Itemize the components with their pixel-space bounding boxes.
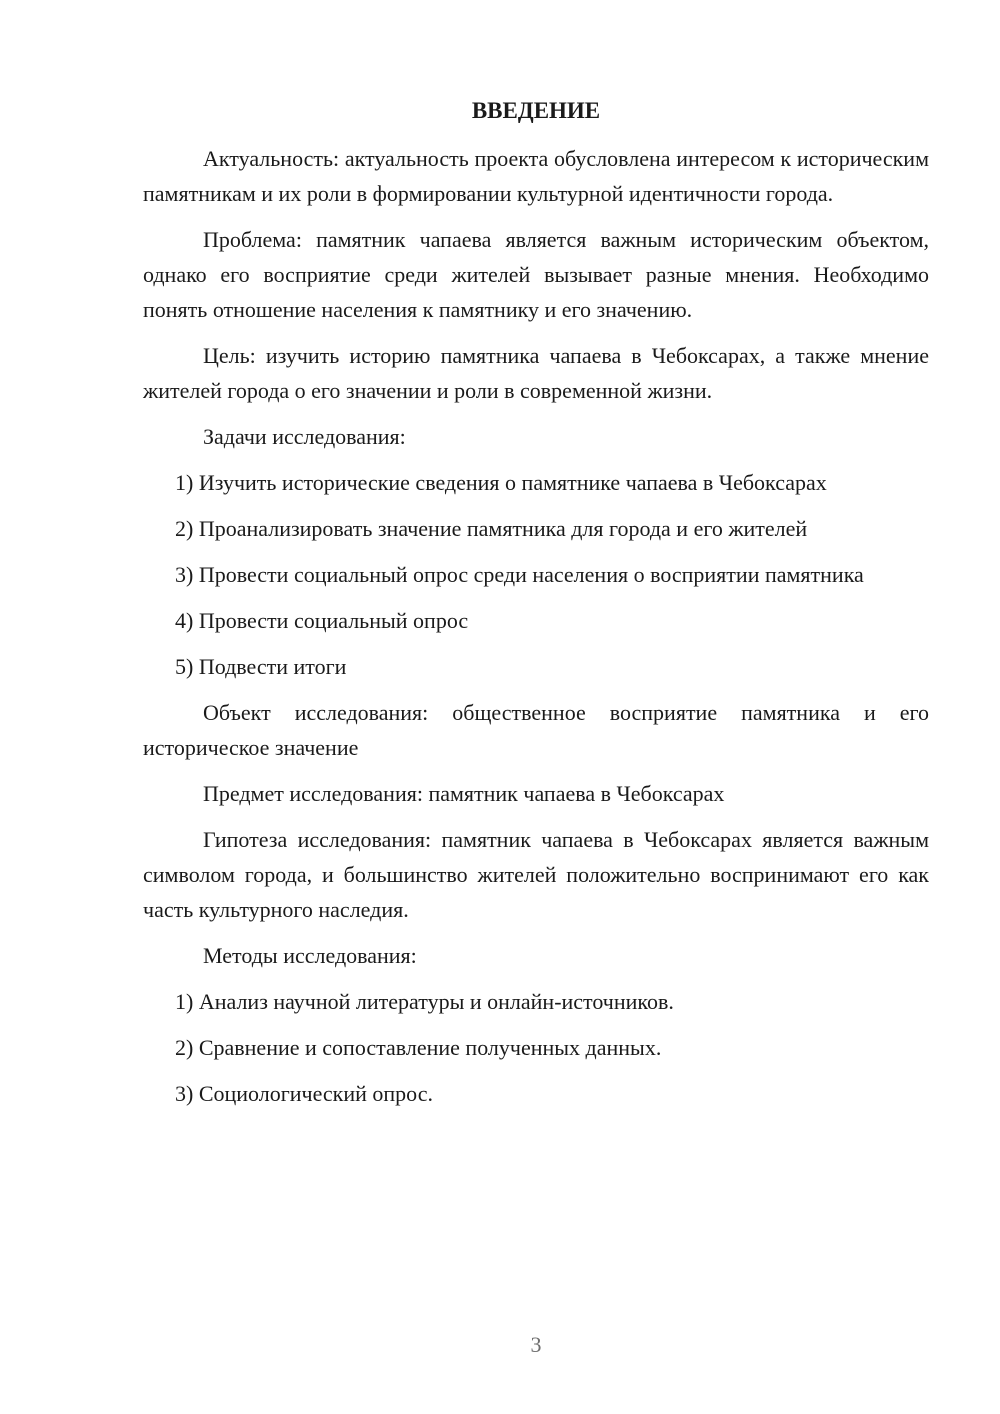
method-item-3: 3) Социологический опрос. xyxy=(175,1081,433,1106)
task-item-3: 3) Провести социальный опрос среди населения о восприятии памятника xyxy=(175,562,864,587)
paragraph-relevance: Актуальность: актуальность проекта обусловлена интересом к историческим памятникам и их роли в формировании культурной идентичности города. xyxy=(143,146,929,206)
task-item-4: 4) Провести социальный опрос xyxy=(175,608,469,633)
paragraph-problem: Проблема: памятник чапаева является важным историческим объектом, однако его восприятие среди жителей вызывает разные мнения. Необходимо понять отношение населения к памятнику и его значению. xyxy=(143,227,929,322)
task-item-1: 1) Изучить исторические сведения о памятнике чапаева в Чебоксарах xyxy=(175,470,827,495)
page-number: 3 xyxy=(530,1332,542,1357)
section-heading: ВВЕДЕНИЕ xyxy=(471,98,601,123)
paragraph-goal: Цель: изучить историю памятника чапаева в Чебоксарах, а также мнение жителей города о его значении и роли в современной жизни. xyxy=(143,343,929,403)
document-body xyxy=(143,141,929,1111)
paragraph-object: Объект исследования: общественное восприятие памятника и его историческое значение xyxy=(143,700,929,760)
tasks-heading: Задачи исследования: xyxy=(203,424,406,449)
paragraph-hypothesis: Гипотеза исследования: памятник чапаева в Чебоксарах является важным символом города, и большинство жителей положительно воспринимают его как часть культурного наследия. xyxy=(143,827,929,922)
paragraph-subject: Предмет исследования: памятник чапаева в Чебоксарах xyxy=(203,781,725,806)
methods-heading: Методы исследования: xyxy=(203,943,417,968)
method-item-2: 2) Сравнение и сопоставление полученных данных. xyxy=(175,1035,662,1060)
task-item-2: 2) Проанализировать значение памятника для города и его жителей xyxy=(175,516,808,541)
method-item-1: 1) Анализ научной литературы и онлайн-источников. xyxy=(175,989,674,1014)
task-item-5: 5) Подвести итоги xyxy=(175,654,347,679)
